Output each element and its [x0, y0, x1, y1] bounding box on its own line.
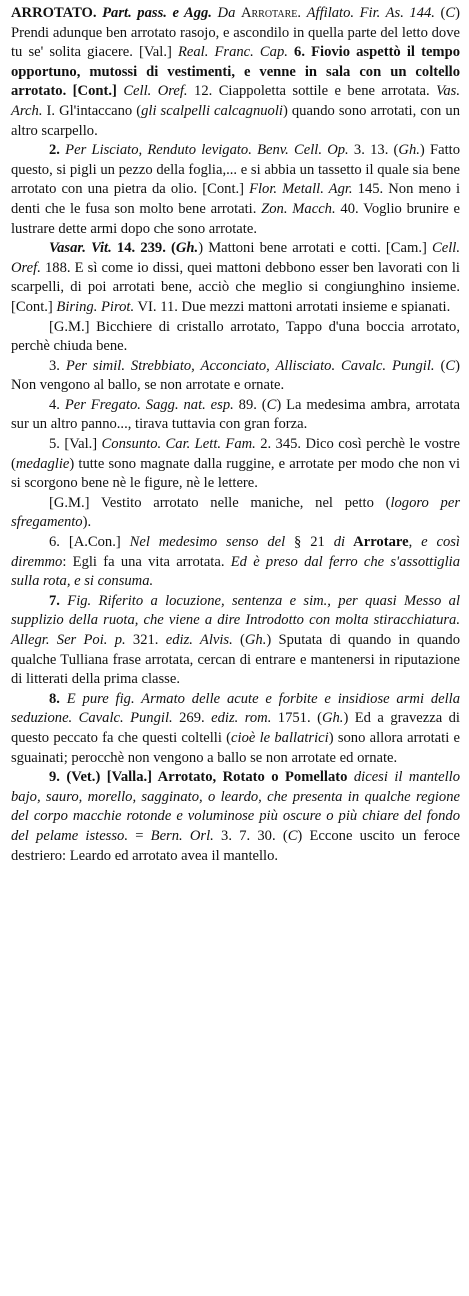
entry-paragraph-p2b	[11, 239, 460, 317]
entry-paragraph-p3	[11, 357, 460, 396]
text-run: Vas. Arch.	[11, 83, 460, 119]
text-run: dicesi il mantello bajo, sauro, morello, sagginato, o leardo, che presenta in qualche regione del corpo macchie rotonde e voluminose più oscure o più chiare del fondo del pelame istesso.	[11, 769, 460, 844]
text-run: C	[445, 5, 456, 21]
text-run: 3. 7. 30. (	[213, 827, 288, 844]
text-run: [G.M.] Vestito arrotato nelle maniche, nel petto (	[49, 494, 391, 511]
text-run: .	[297, 5, 307, 21]
text-run: gli scalpelli calcagnuoli	[141, 102, 283, 119]
text-run: e così diremmo	[11, 534, 460, 570]
text-run: 6. [A.Con.]	[49, 534, 130, 551]
text-run: 7.	[49, 592, 68, 609]
text-run: Arrotare	[240, 5, 298, 21]
text-run: Per Lisciato, Renduto levigato. Benv. Cell. Op.	[65, 142, 349, 159]
entry-paragraph-p4	[11, 396, 460, 435]
text-run: ) Sputata di quando in quando qualche Tulliana frase arrotata, cercan di entrare e mantenersi in riputazione di litterati della prima classe.	[11, 632, 460, 688]
entry-paragraph-p8	[11, 690, 460, 768]
text-run: C	[266, 396, 277, 413]
text-run: 145. Non meno i denti che le fusa son molto bene arrotati.	[11, 181, 461, 217]
text-run: Nel medesimo senso del	[129, 534, 286, 551]
text-run: ) Mattoni bene arrotati e cotti. [Cam.]	[198, 240, 433, 257]
text-run: (	[434, 5, 446, 21]
text-run: ) quando sono arrotati, con un altro scarpello.	[11, 102, 460, 139]
text-run: medaglie	[15, 455, 70, 472]
text-run: : Egli fa una vita arrotata.	[62, 553, 231, 570]
text-run: [G.M.] Bicchiere di cristallo arrotato, Tappo d'una boccia arrotato, perchè chiuda bene.	[11, 318, 460, 355]
text-run: Gh.	[175, 240, 199, 257]
text-run: logoro per sfregamento	[11, 494, 460, 531]
text-run: ) tutte sono magnate dalla ruggine, e arrotate per modo che non vi si scorgono bene nè le figure, nè le lettere.	[11, 455, 460, 492]
text-run: 188. E sì come io dissi, quei mattoni debbono esser ben lavorati con li scarpelli, di poi arrotati bene, acciò che meglio si congiunghino insieme. [Cont.]	[11, 259, 460, 315]
text-run: Bern. Orl.	[150, 827, 214, 844]
text-run: Gh.	[244, 632, 267, 648]
entry-paragraph-p0	[11, 4, 460, 141]
text-run: Vasar. Vit.	[49, 240, 112, 257]
text-run: 89. (	[233, 396, 267, 413]
text-run: Flor. Metall. Agr.	[249, 181, 353, 198]
text-run: ).	[82, 514, 92, 531]
text-run: Gh.	[321, 710, 344, 727]
entry-paragraph-p2c	[11, 318, 460, 357]
text-run: Affilato. Fir. As. 144.	[306, 5, 435, 21]
text-run: ) Ed a gravezza di questo peccato fa che questi coltelli (	[11, 710, 460, 746]
text-run: 5. [Val.]	[49, 436, 102, 453]
text-run: 3.	[49, 357, 66, 374]
text-run: I. Gl'intaccano (	[42, 102, 142, 119]
entry-paragraph-p7	[11, 592, 460, 690]
text-run: =	[127, 827, 151, 844]
text-run: Part. pass. e Agg.	[102, 5, 212, 21]
text-run: Ed è preso dal ferro che s'assottiglia sulla rota, e si consuma.	[11, 553, 460, 590]
text-run: 2.	[49, 142, 66, 159]
text-run: Cell. Oref.	[123, 83, 188, 100]
text-run: ,	[408, 534, 422, 551]
text-run: 3. 13. (	[348, 142, 399, 159]
text-run: Gh.	[398, 142, 420, 159]
text-run: 8.	[49, 690, 67, 707]
text-run: ediz. Alvis.	[165, 632, 233, 648]
text-run: Da	[217, 5, 236, 21]
text-run: 4.	[49, 396, 65, 413]
text-run: cioè le ballatrici	[231, 729, 329, 746]
text-run: 9. (Vet.) [Valla.] Arrotato, Rotato o Pomellato	[49, 769, 354, 786]
text-run: ) La medesima ambra, arrotata sur un altro panno..., tirava tuttavia con gran forza.	[11, 396, 460, 433]
text-run: Real. Franc. Cap.	[177, 44, 288, 61]
entry-paragraph-p9	[11, 768, 460, 866]
text-run: C	[445, 357, 456, 374]
text-run: 269.	[172, 710, 212, 727]
text-run: di	[333, 534, 346, 551]
entry-paragraph-p5	[11, 435, 460, 494]
text-run: 40. Voglio brunire e lustrare dette armi dopo che sono arrotate.	[11, 200, 460, 237]
text-run: C	[287, 827, 298, 844]
text-run: ) Eccone uscito un feroce destriero: Leardo ed arrotato avea il mantello.	[11, 827, 460, 864]
text-run: 1751. (	[271, 710, 322, 727]
text-run: 14. 239. (	[111, 240, 176, 257]
text-run: Arrotare	[345, 534, 409, 551]
entry-paragraph-p2	[11, 141, 460, 239]
text-run: 2. 345. Dico così perchè le vostre (	[11, 436, 460, 472]
text-run: 6. Fiovio aspettò il tempo opportuno, mutossi di vestimenti, e venne in sala con un coltello arrotato. [Cont.]	[11, 44, 460, 100]
text-run: Zon. Macch.	[261, 200, 336, 217]
text-run: Per Fregato. Sagg. nat. esp.	[64, 396, 234, 413]
entry-paragraph-p5b	[11, 494, 460, 533]
text-run: 321.	[125, 632, 166, 648]
text-run: ARROTATO.	[11, 5, 103, 21]
text-run: (	[434, 357, 446, 374]
text-run: Cell. Oref.	[11, 240, 461, 276]
text-run: 12. Ciappoletta sottile e bene arrotata.	[187, 83, 437, 100]
text-run: Fig. Riferito a locuzione, sentenza e sim., per quasi Messo al supplizio della ruota, che viene a dire Introdotto con molta stiracchiatura. Allegr. Ser Poi. p.	[11, 592, 461, 648]
entry-paragraph-p6	[11, 533, 460, 592]
text-run: ) sono allora arrotati e sguainati; perocchè non vengono a ballo se non arrotate ed ornate.	[11, 729, 460, 766]
text-run: ) Non vengono al ballo, se non arrotate e ornate.	[11, 357, 460, 394]
dictionary-entry-arrotato	[11, 4, 460, 866]
text-run: ) Fatto questo, si pigli un pezzo della foglia,... e si abbia un tassetto il quale sia bene arrotato con una pietra da olio. [Cont.]	[11, 142, 460, 198]
text-run: ediz. rom.	[211, 710, 272, 727]
text-run: Biring. Pirot.	[56, 298, 135, 315]
text-run: ) Prendi adunque ben arrotato rasojo, e ascondilo in quella parte del letto dove tu se' solita giacere. [Val.]	[11, 5, 460, 61]
text-run: Per simil. Strebbiato, Acconciato, Allisciato. Cavalc. Pungil.	[65, 357, 435, 374]
text-run: § 21	[285, 534, 334, 551]
text-run: Consunto. Car. Lett. Fam.	[101, 436, 256, 453]
text-run: E pure fig. Armato delle acute e forbite e insidiose armi della seduzione. Cavalc. Pungil.	[11, 690, 461, 727]
text-run: (	[232, 632, 245, 648]
text-run: VI. 11. Due mezzi mattoni arrotati insieme e spianati.	[134, 298, 451, 315]
